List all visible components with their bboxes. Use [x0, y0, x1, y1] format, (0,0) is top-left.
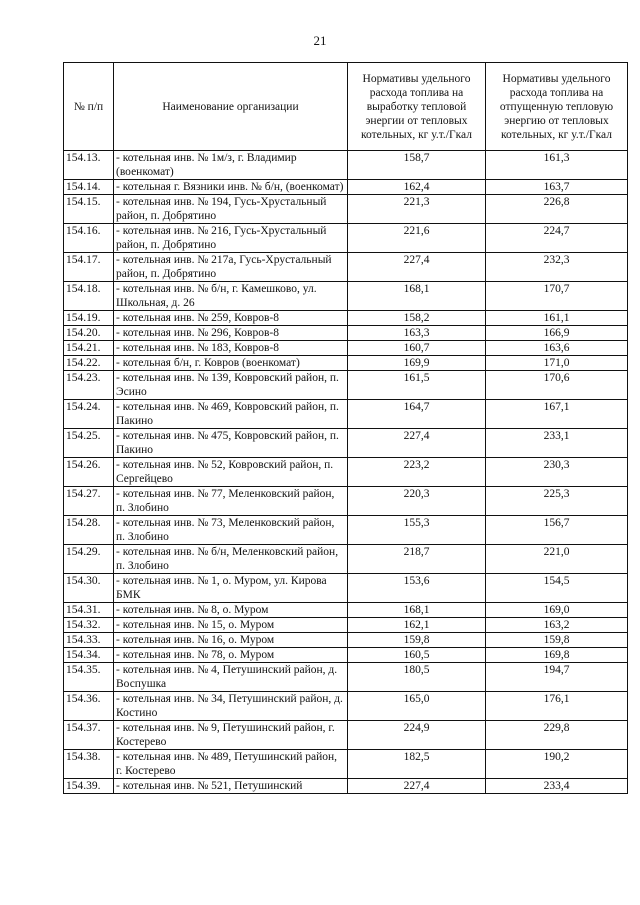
organization-name: - котельная инв. № 78, о. Муром — [114, 648, 348, 663]
table-row — [64, 633, 628, 648]
table-row — [64, 371, 628, 400]
table-header-row — [64, 63, 628, 151]
organization-name: - котельная инв. № 296, Ковров-8 — [114, 326, 348, 341]
table-row — [64, 356, 628, 371]
table-row — [64, 779, 628, 794]
release-norm: 163,7 — [486, 180, 628, 195]
release-norm: 161,3 — [486, 151, 628, 180]
release-norm: 226,8 — [486, 195, 628, 224]
production-norm: 160,7 — [348, 341, 486, 356]
table-row — [64, 429, 628, 458]
page-number: 21 — [313, 33, 327, 48]
row-number: 154.13. — [64, 151, 114, 180]
production-norm: 153,6 — [348, 574, 486, 603]
row-number: 154.37. — [64, 721, 114, 750]
production-norm: 158,2 — [348, 311, 486, 326]
row-number: 154.36. — [64, 692, 114, 721]
row-number: 154.17. — [64, 253, 114, 282]
header-production: Нормативы удельного расхода топлива на выработку тепловой энергии от тепловых котельных, кг у.т./Гкал — [348, 63, 486, 151]
production-norm: 162,4 — [348, 180, 486, 195]
table-row — [64, 603, 628, 618]
release-norm: 224,7 — [486, 224, 628, 253]
row-number: 154.14. — [64, 180, 114, 195]
release-norm: 161,1 — [486, 311, 628, 326]
release-norm: 233,1 — [486, 429, 628, 458]
table-row — [64, 224, 628, 253]
production-norm: 227,4 — [348, 429, 486, 458]
organization-name: - котельная инв. № б/н, г. Камешково, ул. Школьная, д. 26 — [114, 282, 348, 311]
release-norm: 232,3 — [486, 253, 628, 282]
header-name: Наименование организации — [114, 63, 348, 151]
release-norm: 176,1 — [486, 692, 628, 721]
release-norm: 154,5 — [486, 574, 628, 603]
table-row — [64, 151, 628, 180]
header-release: Нормативы удельного расхода топлива на отпущенную тепловую энергию от тепловых котельных, кг у.т./Гкал — [486, 63, 628, 151]
organization-name: - котельная инв. № 521, Петушинский — [114, 779, 348, 794]
row-number: 154.38. — [64, 750, 114, 779]
production-norm: 218,7 — [348, 545, 486, 574]
release-norm: 190,2 — [486, 750, 628, 779]
production-norm: 227,4 — [348, 779, 486, 794]
organization-name: - котельная инв. № 183, Ковров-8 — [114, 341, 348, 356]
release-norm: 169,8 — [486, 648, 628, 663]
production-norm: 159,8 — [348, 633, 486, 648]
release-norm: 194,7 — [486, 663, 628, 692]
organization-name: - котельная инв. № 73, Меленковский район, п. Злобино — [114, 516, 348, 545]
organization-name: - котельная инв. № 34, Петушинский район, д. Костино — [114, 692, 348, 721]
organization-name: - котельная инв. № 259, Ковров-8 — [114, 311, 348, 326]
table-row — [64, 516, 628, 545]
organization-name: - котельная инв. № 194, Гусь-Хрустальный район, п. Добрятино — [114, 195, 348, 224]
release-norm: 170,7 — [486, 282, 628, 311]
production-norm: 155,3 — [348, 516, 486, 545]
production-norm: 227,4 — [348, 253, 486, 282]
organization-name: - котельная инв. № 52, Ковровский район, п. Сергейцево — [114, 458, 348, 487]
release-norm: 156,7 — [486, 516, 628, 545]
production-norm: 180,5 — [348, 663, 486, 692]
release-norm: 163,6 — [486, 341, 628, 356]
header-num: № п/п — [64, 63, 114, 151]
row-number: 154.22. — [64, 356, 114, 371]
production-norm: 169,9 — [348, 356, 486, 371]
table-row — [64, 648, 628, 663]
table-row — [64, 253, 628, 282]
production-norm: 182,5 — [348, 750, 486, 779]
row-number: 154.28. — [64, 516, 114, 545]
row-number: 154.32. — [64, 618, 114, 633]
release-norm: 230,3 — [486, 458, 628, 487]
organization-name: - котельная г. Вязники инв. № б/н, (военкомат) — [114, 180, 348, 195]
table-row — [64, 545, 628, 574]
production-norm: 165,0 — [348, 692, 486, 721]
table-row — [64, 195, 628, 224]
production-norm: 158,7 — [348, 151, 486, 180]
table-row — [64, 692, 628, 721]
organization-name: - котельная инв. № 9, Петушинский район, г. Костерево — [114, 721, 348, 750]
organization-name: - котельная инв. № 77, Меленковский район, п. Злобино — [114, 487, 348, 516]
production-norm: 224,9 — [348, 721, 486, 750]
table-row — [64, 574, 628, 603]
organization-name: - котельная б/н, г. Ковров (военкомат) — [114, 356, 348, 371]
organization-name: - котельная инв. № 1, о. Муром, ул. Кирова БМК — [114, 574, 348, 603]
table-row — [64, 487, 628, 516]
production-norm: 168,1 — [348, 603, 486, 618]
organization-name: - котельная инв. № 489, Петушинский район, г. Костерево — [114, 750, 348, 779]
release-norm: 225,3 — [486, 487, 628, 516]
table-body — [64, 151, 628, 794]
organization-name: - котельная инв. № 16, о. Муром — [114, 633, 348, 648]
row-number: 154.33. — [64, 633, 114, 648]
release-norm: 169,0 — [486, 603, 628, 618]
organization-name: - котельная инв. № 216, Гусь-Хрустальный район, п. Добрятино — [114, 224, 348, 253]
row-number: 154.26. — [64, 458, 114, 487]
row-number: 154.31. — [64, 603, 114, 618]
organization-name: - котельная инв. № 139, Ковровский район, п. Эсино — [114, 371, 348, 400]
production-norm: 164,7 — [348, 400, 486, 429]
organization-name: - котельная инв. № 475, Ковровский район, п. Пакино — [114, 429, 348, 458]
release-norm: 166,9 — [486, 326, 628, 341]
row-number: 154.16. — [64, 224, 114, 253]
table-row — [64, 311, 628, 326]
row-number: 154.15. — [64, 195, 114, 224]
row-number: 154.39. — [64, 779, 114, 794]
row-number: 154.20. — [64, 326, 114, 341]
table-row — [64, 663, 628, 692]
release-norm: 163,2 — [486, 618, 628, 633]
row-number: 154.21. — [64, 341, 114, 356]
row-number: 154.29. — [64, 545, 114, 574]
production-norm: 223,2 — [348, 458, 486, 487]
production-norm: 220,3 — [348, 487, 486, 516]
row-number: 154.25. — [64, 429, 114, 458]
organization-name: - котельная инв. № 469, Ковровский район, п. Пакино — [114, 400, 348, 429]
row-number: 154.30. — [64, 574, 114, 603]
row-number: 154.19. — [64, 311, 114, 326]
fuel-norms-table — [63, 62, 628, 794]
table-row — [64, 341, 628, 356]
table-row — [64, 326, 628, 341]
release-norm: 170,6 — [486, 371, 628, 400]
production-norm: 162,1 — [348, 618, 486, 633]
row-number: 154.35. — [64, 663, 114, 692]
release-norm: 171,0 — [486, 356, 628, 371]
table-row — [64, 721, 628, 750]
row-number: 154.18. — [64, 282, 114, 311]
row-number: 154.34. — [64, 648, 114, 663]
production-norm: 221,6 — [348, 224, 486, 253]
release-norm: 233,4 — [486, 779, 628, 794]
release-norm: 167,1 — [486, 400, 628, 429]
organization-name: - котельная инв. № 8, о. Муром — [114, 603, 348, 618]
production-norm: 163,3 — [348, 326, 486, 341]
row-number: 154.24. — [64, 400, 114, 429]
release-norm: 229,8 — [486, 721, 628, 750]
row-number: 154.27. — [64, 487, 114, 516]
production-norm: 168,1 — [348, 282, 486, 311]
table-row — [64, 750, 628, 779]
production-norm: 161,5 — [348, 371, 486, 400]
release-norm: 221,0 — [486, 545, 628, 574]
production-norm: 160,5 — [348, 648, 486, 663]
organization-name: - котельная инв. № 4, Петушинский район, д. Воспушка — [114, 663, 348, 692]
production-norm: 221,3 — [348, 195, 486, 224]
organization-name: - котельная инв. № 217а, Гусь-Хрустальный район, п. Добрятино — [114, 253, 348, 282]
row-number: 154.23. — [64, 371, 114, 400]
organization-name: - котельная инв. № б/н, Меленковский район, п. Злобино — [114, 545, 348, 574]
table-row — [64, 282, 628, 311]
table-row — [64, 618, 628, 633]
table-row — [64, 180, 628, 195]
organization-name: - котельная инв. № 15, о. Муром — [114, 618, 348, 633]
organization-name: - котельная инв. № 1м/з, г. Владимир (военкомат) — [114, 151, 348, 180]
release-norm: 159,8 — [486, 633, 628, 648]
table-row — [64, 400, 628, 429]
table-row — [64, 458, 628, 487]
